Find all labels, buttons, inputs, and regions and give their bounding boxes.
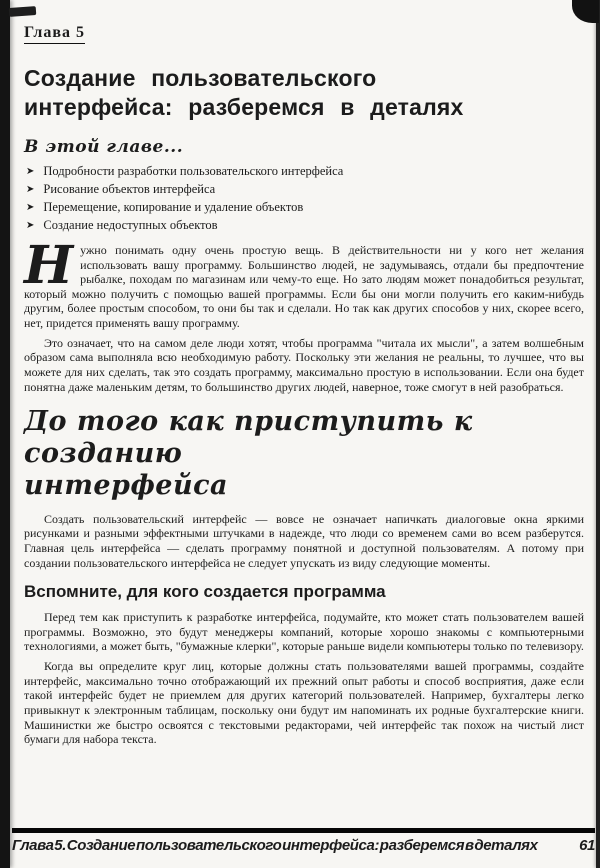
in-this-chapter-heading: В этой главе...: [24, 136, 184, 157]
scan-corner-mark-top-left: [9, 6, 37, 17]
paragraph: Создать пользовательский интерфейс — вовсе не означает напичкать диалоговые окна яркими рисунками и разными эффектными штучками в надежде, что люди со временем сами во всем разберутся. Главная цель интерфейса — сделать программу понятной и доступной пользователям. А потому при создании пользовательского интерфейса не следует упускать из виду следующие моменты.: [24, 511, 584, 570]
section-heading: [24, 406, 584, 502]
page-title: [24, 64, 584, 123]
arrow-bullet-icon: ➤: [26, 183, 35, 195]
page-content: [24, 24, 584, 752]
list-item-label: Подробности разработки пользовательского интерфейса: [43, 163, 344, 178]
list-item-label: Рисование объектов интерфейса: [43, 181, 216, 196]
chapter-label: Глава 5: [24, 24, 85, 44]
running-footer-title: Глава 5. Создание пользовательского интерфейса: разберемся в деталях: [12, 837, 538, 854]
list-item: [26, 200, 584, 215]
list-item-label: Создание недоступных объектов: [43, 217, 218, 232]
list-item-label: Перемещение, копирование и удаление объектов: [43, 199, 304, 214]
paragraph-dropcap: [24, 234, 584, 331]
paragraph: Перед тем как приступить к разработке интерфейса, подумайте, кто может стать пользователем вашей программы. Возможно, это будут менеджеры компаний, которые хорошо знакомы с компьютерными технологиями, а может быть, "бумажные клерки", которые раньше видели компьютеры только по телевизору.: [24, 610, 584, 654]
list-item: [26, 164, 584, 179]
scan-corner-mark-top-right: [572, 0, 599, 23]
page-title-line-1: Создание пользовательского: [24, 65, 377, 91]
arrow-bullet-icon: ➤: [26, 201, 35, 213]
arrow-bullet-icon: ➤: [26, 165, 35, 177]
paragraph: Когда вы определите круг лиц, которые должны стать пользователями вашей программы, создайте интерфейс, максимально точно отображающий их прежний опыт работы и способ восприятия, даже если такой интерфейс будет не приемлем для других категорий пользователей. Например, бухгалтеры легко привыкнут к электронным таблицам, поскольку они будут им напоминать их родные бухгалтерские книги. Машинистки же быстро освоятся с текстовыми редакторами, чей интерфейс так похож на чистый лист бумаги для набора текста.: [24, 659, 584, 747]
chapter-topics-list: [26, 164, 584, 233]
scan-edge-left: [0, 0, 10, 868]
arrow-bullet-icon: ➤: [26, 219, 35, 231]
section-heading-line-2: интерфейса: [24, 469, 229, 501]
section-heading-line-1: До того как приступить к созданию: [24, 406, 473, 469]
subsection-heading: Вспомните, для кого создается программа: [24, 582, 386, 602]
scan-edge-right: [596, 0, 600, 868]
paragraph-text: ужно понимать одну очень простую вещь. В действительности ни у кого нет желания использовать вашу программу. Большинство людей, не задумываясь, отдали бы предпочтение рыбалке, походам по магазинам или чему-то еще. Но зато людям может понадобиться результат, который можно получить с помощью вашей программы. Если бы они могли получить его каким-нибудь другим, более простым способом, то они бы так и сделали. Но так как других способов у них, скорее всего, нет, придется применять вашу программу.: [24, 242, 584, 330]
list-item: [26, 182, 584, 197]
dropcap-letter: Н: [24, 234, 74, 296]
list-item: [26, 218, 584, 233]
page-footer: [12, 828, 595, 854]
page-title-line-2: интерфейса: разберемся в деталях: [24, 94, 464, 121]
paragraph: Это означает, что на самом деле люди хотят, чтобы программа "читала их мысли", а затем волшебным образом сама выполняла всю необходимую работу. Поскольку эти желания не реальны, то лучшее, что вы можете для них сделать, так это создать программу, максимально простую в использовании. Если она будет понятна даже маленьким детям, то большинство других людей, наверное, тоже смогут в ней разобраться.: [24, 335, 584, 394]
page-number: 61: [579, 837, 595, 854]
